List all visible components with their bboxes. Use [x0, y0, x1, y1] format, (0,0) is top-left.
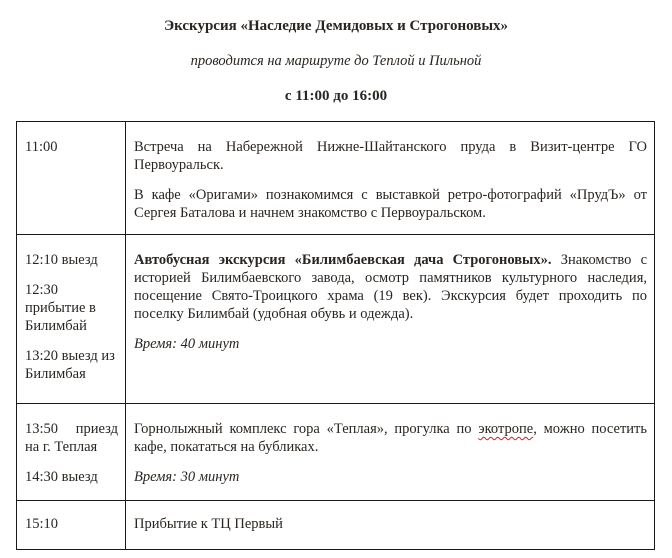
description-paragraph: Встреча на Набережной Нижне-Шайтанского пруда в Визит-центре ГО Первоуральск.	[134, 139, 647, 173]
time-cell	[17, 122, 126, 235]
time-entry: 12:10 выезд	[25, 252, 98, 268]
time-entry: 15:10	[25, 516, 59, 532]
description-cell	[126, 404, 655, 501]
description-cell	[126, 235, 655, 404]
description-paragraph	[134, 251, 647, 323]
description-paragraph: В кафе «Оригами» познакомимся с выставкой ретро-фотографий «ПрудЪ» от Сергея Баталова и начнем знакомство с Первоуральском.	[134, 187, 647, 221]
excursion-title: Автобусная экскурсия «Билимбаевская дача Строгоновых».	[134, 252, 552, 268]
table-row	[17, 501, 655, 550]
duration-label: Время: 40 минут	[134, 336, 240, 352]
document-subtitle: проводится на маршруте до Теплой и Пильной	[190, 53, 482, 69]
schedule-table	[16, 121, 655, 550]
misspelled-word[interactable]: экотропе	[478, 421, 534, 437]
description-paragraph	[134, 420, 647, 456]
time-entry: 14:30 выезд	[25, 469, 98, 485]
duration-label: Время: 30 минут	[134, 469, 240, 485]
time-cell	[17, 235, 126, 404]
description-text: Знакомство с историей Билимбаевского завода, осмотр памятников культурного наследия, посещение Свято-Троицкого храма (19 век). Экскурсия будет проходить по поселку Билимбай (удобная обувь и одежда).	[134, 252, 647, 322]
table-row	[17, 235, 655, 404]
document-title: Экскурсия «Наследие Демидовых и Строгоновых»	[163, 18, 509, 34]
description-cell	[126, 122, 655, 235]
time-cell	[17, 404, 126, 501]
table-row	[17, 122, 655, 235]
description-text: Горнолыжный комплекс гора «Теплая», прогулка по	[134, 421, 479, 437]
time-entry: 13:20 выезд из Билимбая	[25, 348, 115, 382]
description-cell	[126, 501, 655, 550]
time-entry: 13:50 приезд на г. Теплая	[25, 421, 118, 455]
time-entry: 12:30 прибытие в Билимбай	[25, 282, 96, 334]
description-paragraph: Прибытие к ТЦ Первый	[134, 516, 283, 532]
time-cell	[17, 501, 126, 550]
description-text: , можно посетить кафе, покататься на бубликах.	[134, 421, 647, 455]
table-row	[17, 404, 655, 501]
time-range: с 11:00 до 16:00	[284, 88, 388, 104]
time-entry: 11:00	[25, 139, 58, 155]
